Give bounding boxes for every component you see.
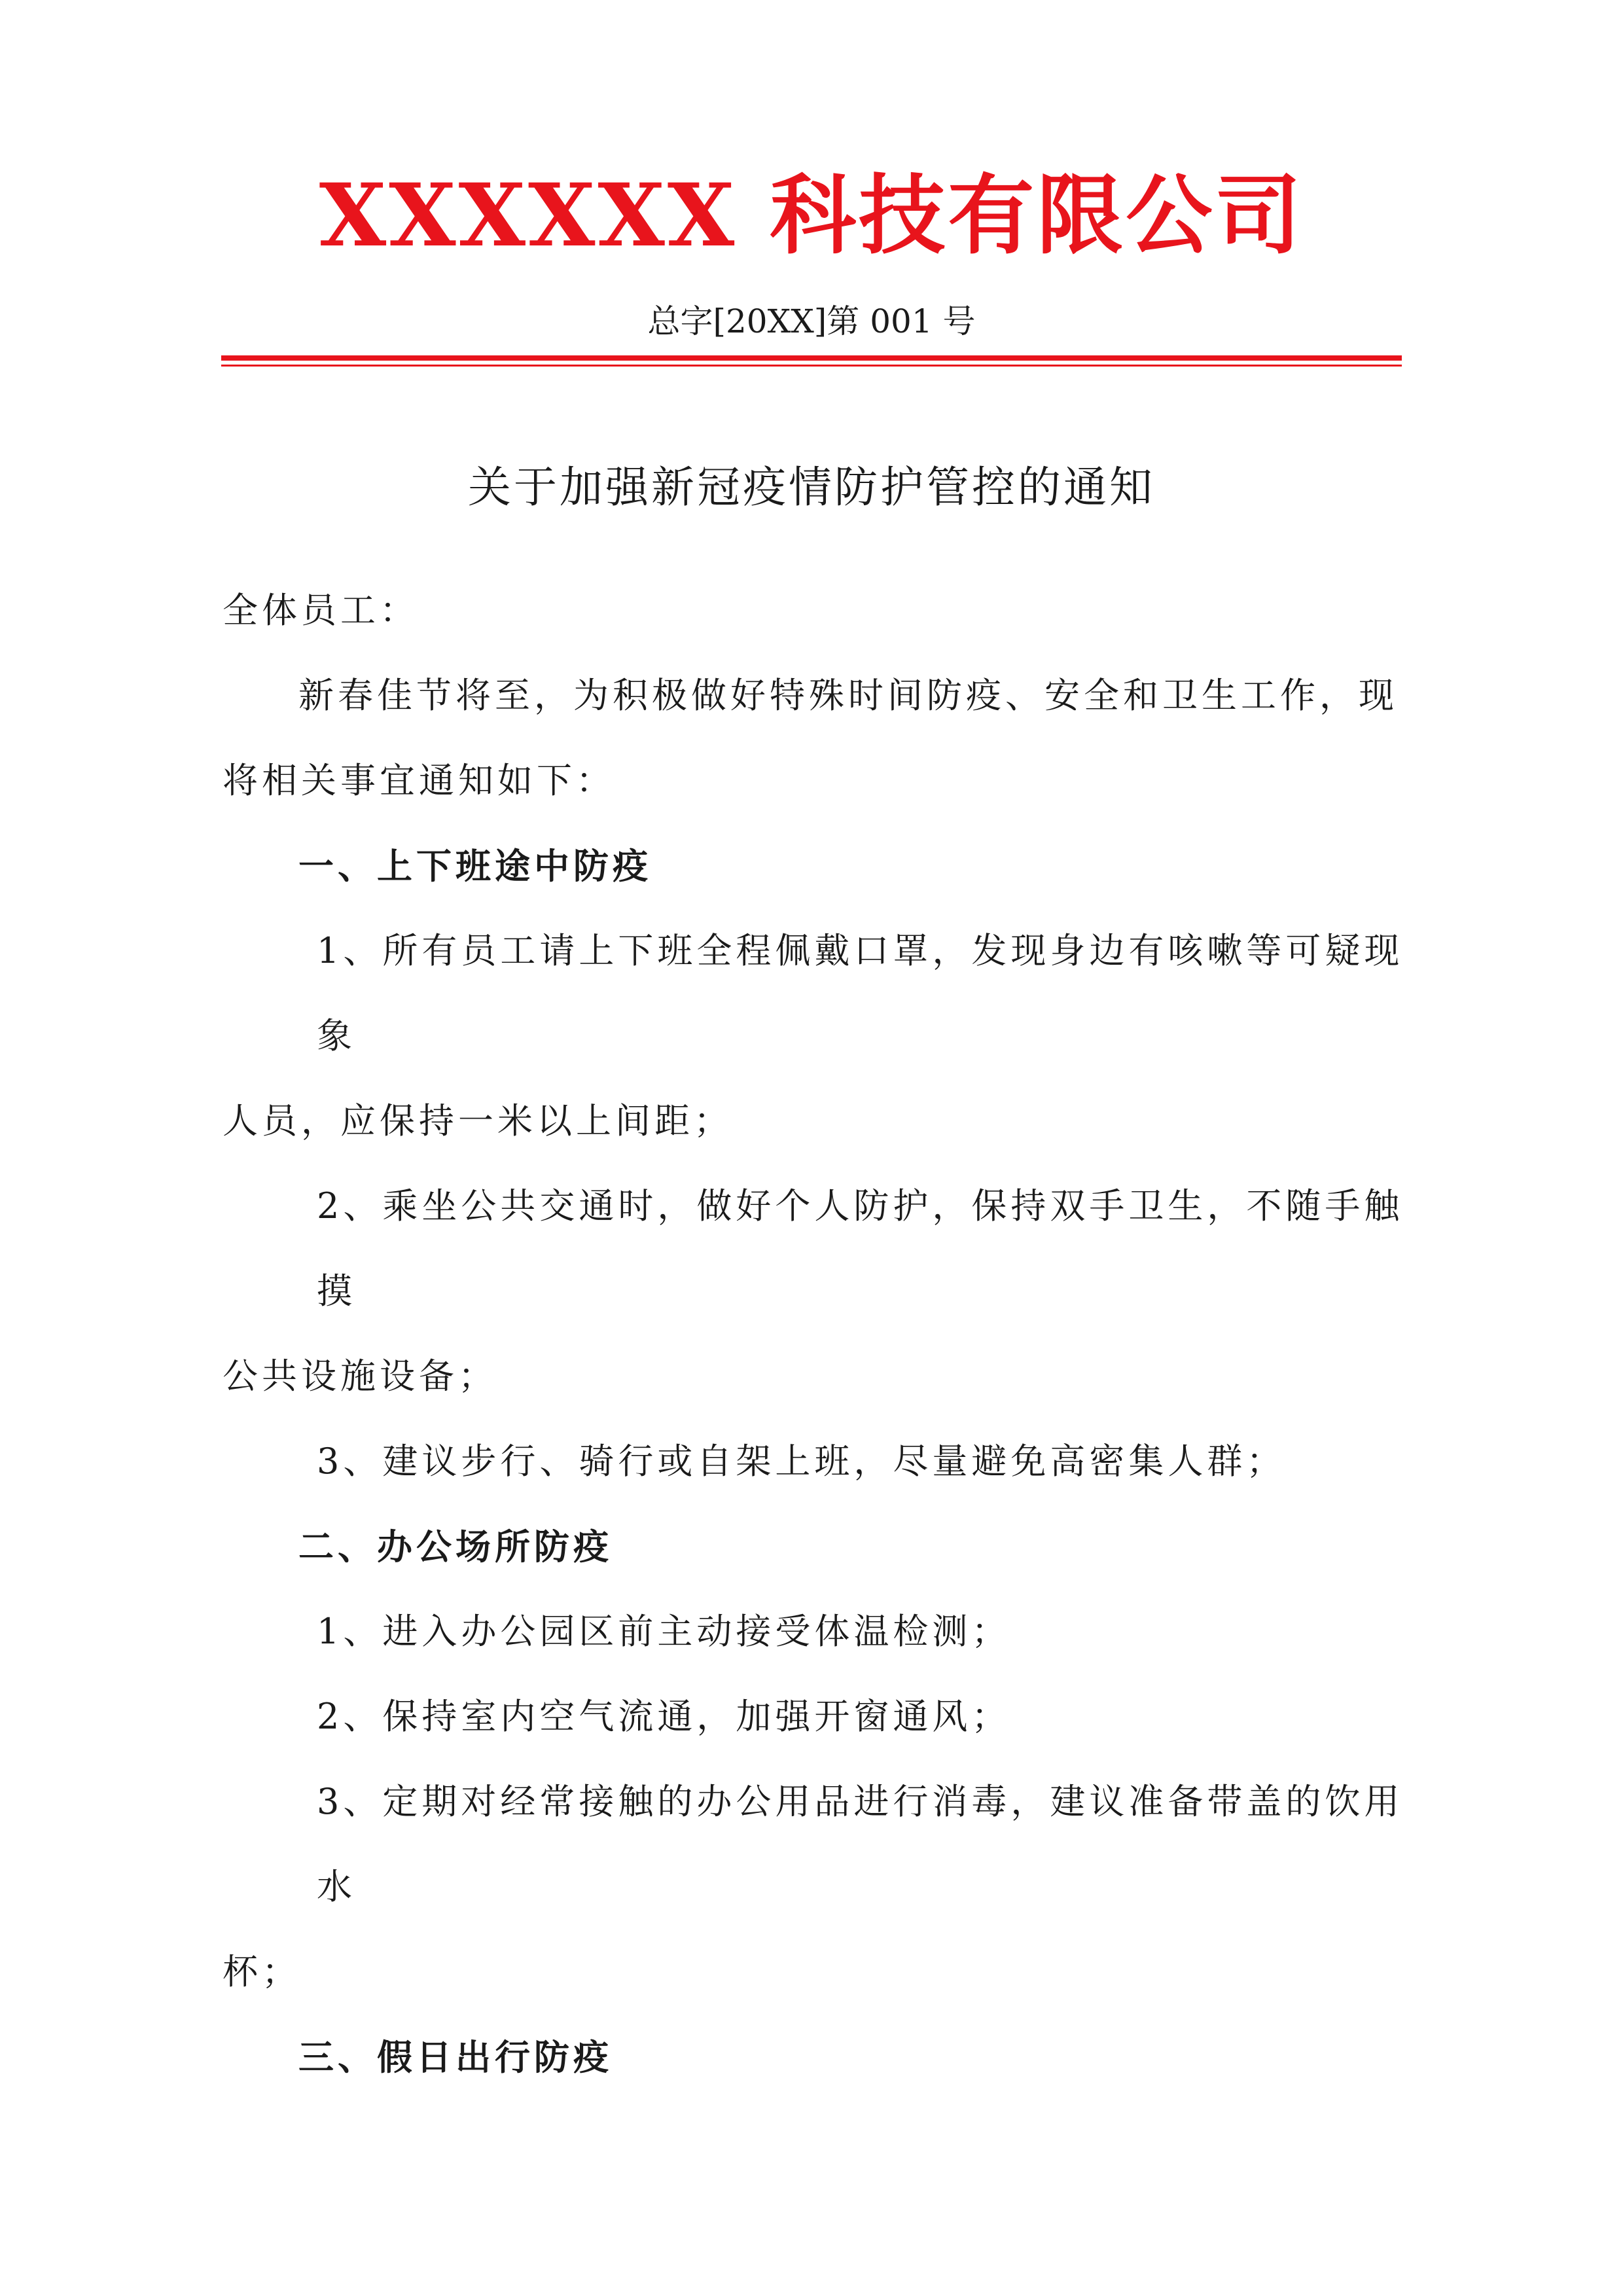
header-divider-thin [221, 365, 1402, 367]
section-1-item-2-line-1: 2、乘坐公共交通时，做好个人防护，保持双手卫生，不随手触 [317, 1185, 1404, 1227]
section-2-item-1: 1、进入办公园区前主动接受体温检测； [317, 1611, 1011, 1652]
intro-line-1: 新春佳节将至，为积极做好特殊时间防疫、安全和卫生工作，现 [298, 675, 1398, 716]
document-number: 总字[20XX]第 001 号 [647, 302, 976, 340]
salutation: 全体员工： [223, 590, 419, 631]
company-name: XXXXXX 科技有限公司 [319, 165, 1304, 266]
intro-line-2: 将相关事宜通知如下： [223, 760, 615, 801]
header-divider-thick [221, 355, 1402, 361]
section-1-item-1-line-3: 人员，应保持一米以上间距； [223, 1100, 733, 1141]
section-1-item-1-line-1: 1、所有员工请上下班全程佩戴口罩，发现身边有咳嗽等可疑现 [317, 930, 1404, 971]
section-2-heading: 二、办公场所防疫 [298, 1526, 613, 1568]
section-1-heading: 一、上下班途中防疫 [298, 845, 652, 887]
section-1-item-1-line-2: 象 [317, 1015, 356, 1056]
section-3-heading: 三、假日出行防疫 [298, 2036, 613, 2078]
section-2-item-2: 2、保持室内空气流通，加强开窗通风； [317, 1696, 1011, 1737]
section-1-item-3: 3、建议步行、骑行或自架上班，尽量避免高密集人群； [317, 1441, 1286, 1482]
section-2-item-3-line-2: 水 [317, 1866, 356, 1907]
notice-title: 关于加强新冠疫情防护管控的通知 [468, 462, 1155, 512]
section-2-item-3-line-3: 杯； [223, 1951, 301, 1992]
section-1-item-2-line-3: 公共设施设备； [223, 1355, 497, 1397]
section-2-item-3-line-1: 3、定期对经常接触的办公用品进行消毒，建议准备带盖的饮用 [317, 1781, 1404, 1822]
section-1-item-2-line-2: 摸 [317, 1270, 356, 1312]
